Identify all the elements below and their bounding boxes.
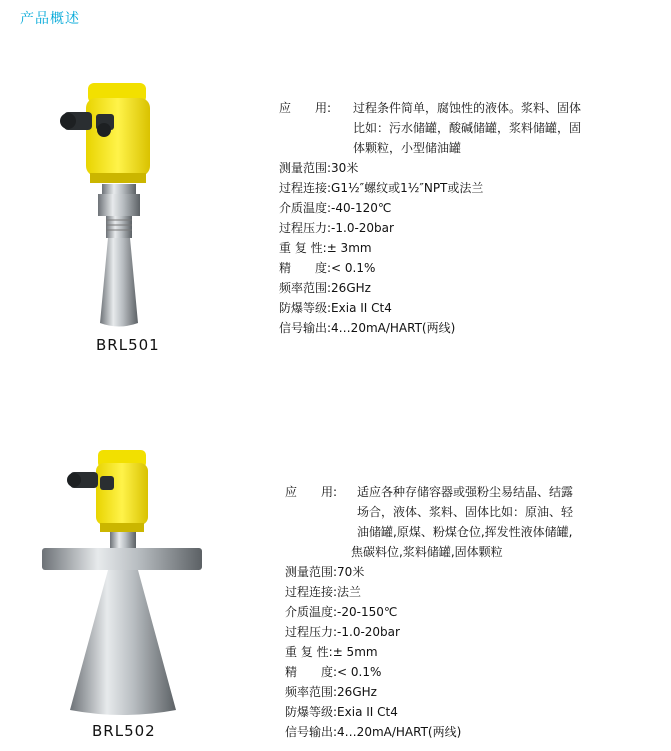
spec-value: ± 5mm	[332, 645, 378, 659]
spec-label: 信号输出:	[285, 725, 338, 739]
spec-row	[279, 298, 659, 318]
spec-value: 4…20mA/HART(两线)	[331, 321, 456, 335]
spec-label: 重 复 性:	[285, 645, 333, 659]
spec-label: 精 度:	[285, 665, 338, 679]
application-line: 焦碳料位,浆料储罐,固体颗粒	[351, 545, 503, 559]
spec-label: 精 度:	[279, 261, 332, 275]
spec-label: 频率范围:	[279, 281, 332, 295]
spec-value: 26GHz	[331, 281, 371, 295]
spec-row	[285, 602, 665, 622]
spec-value: 4…20mA/HART(两线)	[337, 725, 462, 739]
spec-label: 测量范围:	[279, 161, 332, 175]
spec-label: 应 用:	[285, 485, 338, 499]
spec-label: 介质温度:	[279, 201, 332, 215]
spec-row	[279, 318, 659, 338]
spec-value: 70米	[337, 565, 365, 579]
spec-label: 重 复 性:	[279, 241, 327, 255]
spec-label: 防爆等级:	[285, 705, 338, 719]
spec-row	[279, 158, 659, 178]
section-title: 产品概述	[20, 11, 80, 27]
spec-label: 过程压力:	[285, 625, 338, 639]
brl501-radar-level-meter-image	[58, 78, 168, 333]
spec-value: -40-120℃	[331, 201, 392, 215]
spec-value: Exia II Ct4	[331, 301, 392, 315]
spec-row	[279, 178, 659, 198]
spec-label: 测量范围:	[285, 565, 338, 579]
spec-block-brl501	[279, 98, 659, 338]
spec-row	[285, 622, 665, 642]
spec-row	[285, 702, 665, 722]
spec-label: 过程压力:	[279, 221, 332, 235]
spec-row	[279, 218, 659, 238]
spec-value: 30米	[331, 161, 359, 175]
spec-row	[279, 258, 659, 278]
spec-value: < 0.1%	[331, 261, 376, 275]
model-name: BRL502	[92, 722, 156, 740]
spec-value: G1½″螺纹或1½″NPT或法兰	[331, 181, 484, 195]
spec-value: -1.0-20bar	[331, 221, 394, 235]
model-name: BRL501	[96, 336, 160, 354]
spec-value: -1.0-20bar	[337, 625, 400, 639]
spec-value: 法兰	[337, 585, 362, 599]
spec-label: 应 用:	[279, 101, 332, 115]
application-line: 体颗粒，小型储油罐	[353, 141, 462, 155]
spec-label: 防爆等级:	[279, 301, 332, 315]
application-row	[285, 482, 665, 562]
application-row	[279, 98, 659, 158]
spec-value: Exia II Ct4	[337, 705, 398, 719]
application-line: 比如：污水储罐，酸碱储罐，浆料储罐，固	[353, 121, 582, 135]
spec-row	[285, 722, 665, 742]
spec-value: -20-150℃	[337, 605, 398, 619]
application-line: 场合，液体、浆料、固体比如：原油、轻	[357, 505, 574, 519]
spec-row	[279, 198, 659, 218]
spec-row	[285, 582, 665, 602]
spec-label: 过程连接:	[285, 585, 338, 599]
spec-row	[279, 238, 659, 258]
spec-label: 介质温度:	[285, 605, 338, 619]
spec-value: ± 3mm	[326, 241, 372, 255]
spec-label: 频率范围:	[285, 685, 338, 699]
spec-label: 信号输出:	[279, 321, 332, 335]
spec-row	[285, 642, 665, 662]
spec-row	[279, 278, 659, 298]
spec-value: 26GHz	[337, 685, 377, 699]
application-line: 油储罐,原煤、粉煤仓位,挥发性液体储罐,	[357, 525, 573, 539]
brl502-radar-level-meter-image	[38, 448, 208, 718]
spec-row	[285, 682, 665, 702]
spec-row	[285, 662, 665, 682]
spec-label: 过程连接:	[279, 181, 332, 195]
spec-value: < 0.1%	[337, 665, 382, 679]
spec-row	[285, 562, 665, 582]
spec-block-brl502	[285, 482, 665, 742]
application-line: 过程条件简单，腐蚀性的液体。浆料、固体	[353, 101, 582, 115]
application-line: 适应各种存储容器或强粉尘易结晶、结露	[357, 485, 574, 499]
